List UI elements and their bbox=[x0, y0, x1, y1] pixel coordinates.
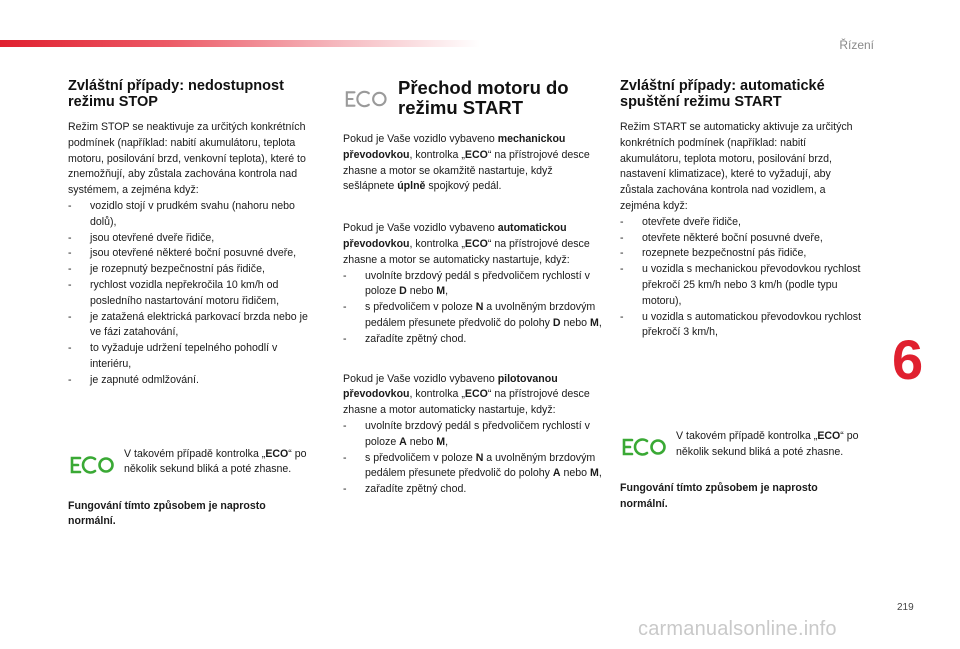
chapter-tab-number: 6 bbox=[892, 328, 924, 391]
col3-eco-text: V takovém případě kontrolka „ECO“ po několik sekund bliká a poté zhasne. bbox=[676, 430, 859, 458]
list-item: - zařadíte zpětný chod. bbox=[343, 483, 467, 496]
section-label: Řízení bbox=[839, 38, 874, 52]
list-item: - s předvoličem v poloze N a uvolněným brzdovým pedálem přesunete předvolič do polohy D nebo M, bbox=[343, 301, 602, 329]
col2-para-piloted: Pokud je Vaše vozidlo vybaveno pilotovanou převodovkou, kontrolka „ECO“ na přístrojové desce zhasne a motor automaticky nastartuje, když: bbox=[343, 372, 590, 417]
eco-indicator-icon bbox=[620, 436, 666, 458]
list-item: - rychlost vozidla nepřekročila 10 km/h od posledního nastartování motoru řidičem, bbox=[68, 278, 280, 307]
column-start-mode bbox=[343, 78, 605, 498]
eco-indicator-icon bbox=[343, 88, 387, 110]
col2-automatic-list bbox=[343, 269, 605, 348]
column-stop-unavailable bbox=[68, 78, 316, 530]
col1-normal-note: Fungování tímto způsobem je naprosto normální. bbox=[68, 499, 266, 528]
col3-title: Zvláštní případy: automatické spuštění režimu START bbox=[620, 78, 825, 110]
col2-piloted-list bbox=[343, 419, 605, 498]
column-start-automatic bbox=[620, 78, 865, 513]
list-item: - rozepnete bezpečnostní pás řidiče, bbox=[620, 247, 807, 260]
col1-list bbox=[68, 199, 316, 389]
list-item: - u vozidla s mechanickou převodovkou rychlost překročí 25 km/h nebo 3 km/h (podle typu motoru), bbox=[620, 263, 861, 307]
watermark: carmanualsonline.info bbox=[638, 618, 837, 640]
col2-para-automatic: Pokud je Vaše vozidlo vybaveno automatickou převodovkou, kontrolka „ECO“ na přístrojové desce zhasne a motor se automaticky nastartuje, když: bbox=[343, 222, 590, 266]
col2-para-manual: Pokud je Vaše vozidlo vybaveno mechanickou převodovkou, kontrolka „ECO“ na přístrojové desce zhasne a motor se okamžitě nastartuje, když sešlápnete úplně spojkový pedál. bbox=[343, 133, 590, 193]
header-accent-bar bbox=[0, 40, 480, 47]
list-item: - otevřete dveře řidiče, bbox=[620, 215, 741, 228]
col1-title: Zvláštní případy: nedostupnost režimu STOP bbox=[68, 78, 284, 110]
col2-title: Přechod motoru do režimu START bbox=[398, 77, 569, 118]
eco-indicator-icon bbox=[68, 454, 114, 476]
col1-eco-note bbox=[68, 447, 316, 493]
col3-list bbox=[620, 215, 865, 341]
list-item: - to vyžaduje udržení tepelného pohodlí v interiéru, bbox=[68, 342, 278, 370]
page-number: 219 bbox=[897, 602, 914, 613]
list-item: - otevřete některé boční posuvné dveře, bbox=[620, 231, 823, 244]
list-item: - uvolníte brzdový pedál s předvoličem rychlostí v poloze D nebo M, bbox=[343, 269, 590, 298]
list-item: - je zapnuté odmlžování. bbox=[68, 373, 199, 386]
list-item: - jsou otevřené dveře řidiče, bbox=[68, 231, 215, 244]
list-item: - je zatažená elektrická parkovací brzda nebo je ve fázi zatahování, bbox=[68, 310, 308, 339]
col2-heading bbox=[343, 78, 605, 118]
list-item: - zařadíte zpětný chod. bbox=[343, 332, 467, 345]
list-item: - vozidlo stojí v prudkém svahu (nahoru nebo dolů), bbox=[68, 199, 295, 228]
list-item: - uvolníte brzdový pedál s předvoličem rychlostí v poloze A nebo M, bbox=[343, 419, 590, 448]
col1-eco-text: V takovém případě kontrolka „ECO“ po několik sekund bliká a poté zhasne. bbox=[124, 447, 307, 476]
col3-normal-note: Fungování tímto způsobem je naprosto normální. bbox=[620, 482, 818, 510]
list-item: - u vozidla s automatickou převodovkou rychlost překročí 3 km/h, bbox=[620, 310, 862, 339]
list-item: - jsou otevřené některé boční posuvné dveře, bbox=[68, 247, 297, 260]
list-item: - s předvoličem v poloze N a uvolněným brzdovým pedálem přesunete předvolič do polohy A nebo M, bbox=[343, 451, 602, 480]
col3-intro: Režim START se automaticky aktivuje za určitých konkrétních podmínek (například: nabití akumulátoru, teplota motoru, posilování brzd, nastavení klimatizace), které to vyžadují, aby zůstala zachována kontrola nad vozidlem, a zejména když: bbox=[620, 121, 853, 212]
col1-intro: Režim STOP se neaktivuje za určitých konkrétních podmínek (například: nabití akumulátoru, teplota motoru, posilování brzd, venkovní teplota), které to znemožňují, aby zůstala zachována kontrola nad systémem, a zejména když: bbox=[68, 121, 306, 197]
list-item: - je rozepnutý bezpečnostní pás řidiče, bbox=[68, 263, 265, 276]
col3-eco-note bbox=[620, 429, 865, 475]
